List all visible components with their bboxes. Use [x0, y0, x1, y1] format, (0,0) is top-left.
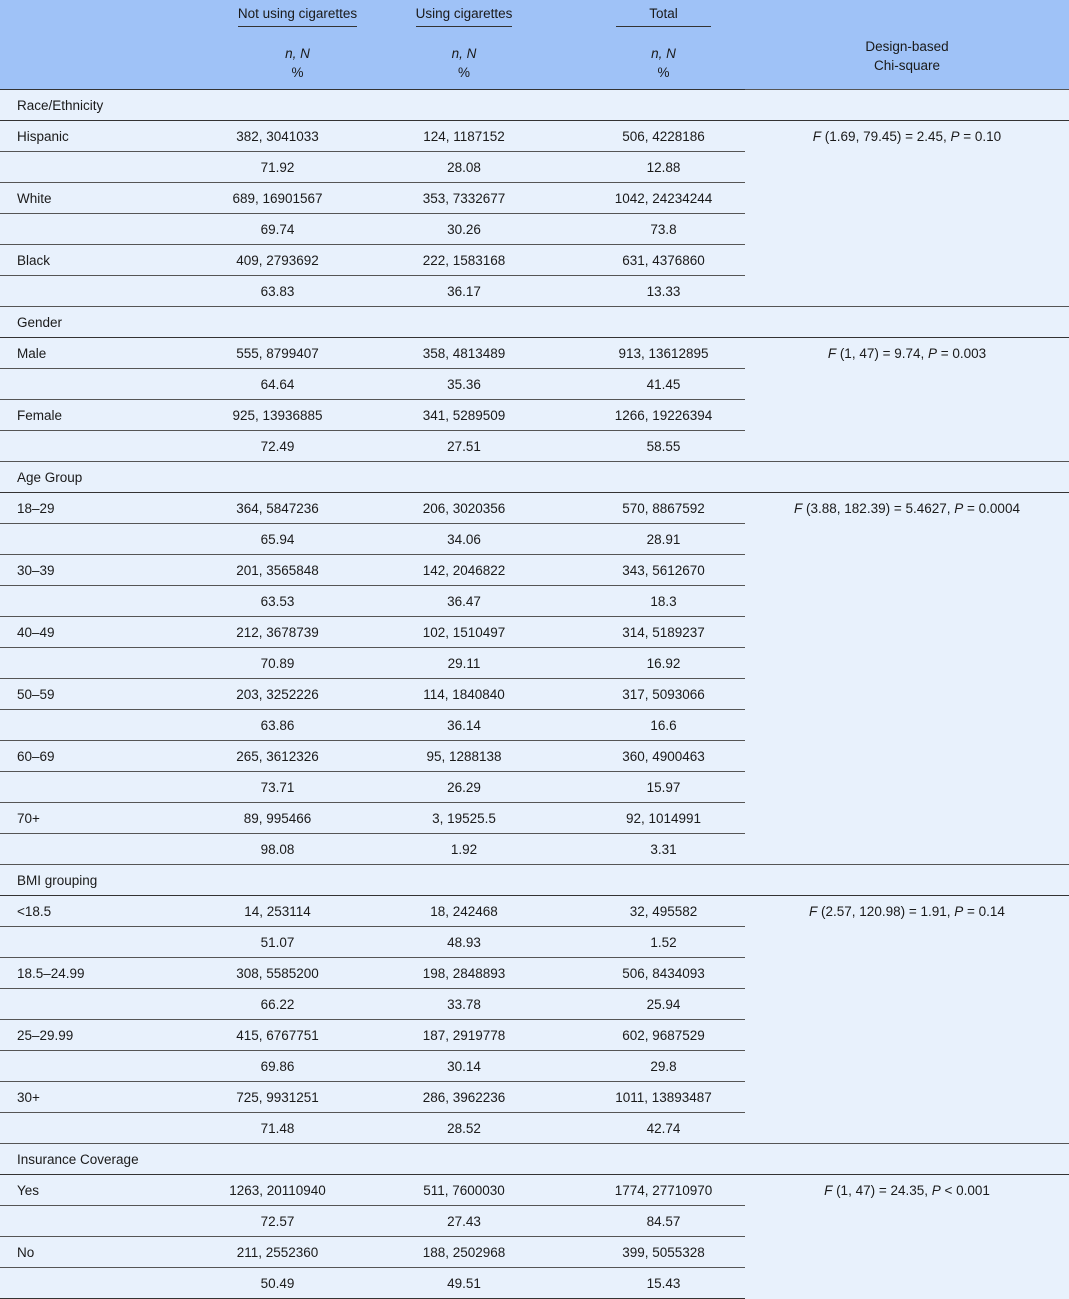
- total-count: 1774, 27710970: [614, 1182, 713, 1198]
- section-title: Insurance Coverage: [0, 1144, 1069, 1175]
- using-count: 142, 2046822: [370, 555, 552, 586]
- not-using-percent: 64.64: [145, 369, 370, 400]
- table-row: [0, 1175, 1069, 1206]
- using-percent: 36.14: [370, 710, 552, 741]
- total-percent: 1.52: [552, 927, 745, 958]
- total-count: 1266, 19226394: [552, 400, 745, 431]
- row-label-blank: [0, 648, 145, 679]
- stat-part: = 0.14: [963, 904, 1005, 919]
- not-using-percent: 70.89: [145, 648, 370, 679]
- stat-part: < 0.001: [940, 1183, 990, 1198]
- header-using: Using cigarettes: [370, 0, 552, 38]
- chi-square-stat: [745, 896, 1069, 1144]
- using-percent: 30.14: [370, 1051, 552, 1082]
- not-using-percent: 66.22: [145, 989, 370, 1020]
- not-using-percent: 71.92: [145, 152, 370, 183]
- row-label-blank: [0, 1268, 145, 1299]
- section-title: Age Group: [0, 462, 1069, 493]
- using-percent: 36.17: [370, 276, 552, 307]
- not-using-count: 212, 3678739: [145, 617, 370, 648]
- table-header: [0, 0, 1069, 90]
- total-count: 92, 1014991: [552, 803, 745, 834]
- using-percent: 35.36: [370, 369, 552, 400]
- chi-square-stat: [745, 121, 1069, 307]
- using-count: 341, 5289509: [370, 400, 552, 431]
- sub-using: n, N %: [370, 38, 552, 90]
- not-using-count: 308, 5585200: [145, 958, 370, 989]
- row-label-blank: [0, 276, 145, 307]
- stat-part: P: [954, 904, 964, 919]
- row-label: Female: [0, 400, 145, 431]
- not-using-percent: 72.57: [145, 1206, 370, 1237]
- section-title: BMI grouping: [0, 865, 1069, 896]
- not-using-percent: 63.53: [145, 586, 370, 617]
- not-using-count: 364, 5847236: [236, 500, 319, 516]
- total-count: 360, 4900463: [552, 741, 745, 772]
- using-count: 3, 19525.5: [370, 803, 552, 834]
- row-label: 50–59: [0, 679, 145, 710]
- using-count: 353, 7332677: [370, 183, 552, 214]
- total-percent: 29.8: [552, 1051, 745, 1082]
- row-label-blank: [0, 524, 145, 555]
- stat-part: = 0.10: [959, 129, 1002, 144]
- total-percent: 15.97: [552, 772, 745, 803]
- using-count: 102, 1510497: [370, 617, 552, 648]
- total-count: 399, 5055328: [552, 1237, 745, 1268]
- using-count: 511, 7600030: [423, 1182, 505, 1198]
- using-count: 18, 242468: [430, 903, 498, 919]
- row-label-blank: [0, 214, 145, 245]
- total-percent: 73.8: [552, 214, 745, 245]
- row-label: White: [0, 183, 145, 214]
- section-header-row: [0, 90, 1069, 121]
- chi-square-stat: [745, 1175, 1069, 1299]
- section-header-row: [0, 865, 1069, 896]
- not-using-count: 14, 253114: [244, 903, 311, 919]
- not-using-percent: 50.49: [145, 1268, 370, 1299]
- row-label: 25–29.99: [0, 1020, 145, 1051]
- row-label: 18–29: [17, 500, 55, 516]
- using-count: 222, 1583168: [370, 245, 552, 276]
- using-count: 286, 3962236: [370, 1082, 552, 1113]
- total-count: 506, 8434093: [552, 958, 745, 989]
- using-count: 187, 2919778: [370, 1020, 552, 1051]
- using-count: 114, 1840840: [370, 679, 552, 710]
- stat-part: F: [827, 346, 837, 361]
- not-using-count: 211, 2552360: [145, 1237, 370, 1268]
- stat-part: (1.69, 79.45) = 2.45,: [821, 129, 951, 144]
- stat-part: F: [824, 1183, 833, 1198]
- header-chi-square: Design-based Chi-square: [745, 0, 1069, 90]
- section-title: Race/Ethnicity: [0, 90, 1069, 121]
- row-label-blank: [0, 772, 145, 803]
- section-header-row: [0, 462, 1069, 493]
- not-using-count: 89, 995466: [145, 803, 370, 834]
- not-using-percent: 63.86: [145, 710, 370, 741]
- table-row: [0, 121, 1069, 152]
- table-row: [0, 338, 1069, 369]
- row-label-blank: [0, 1051, 145, 1082]
- not-using-count: 409, 2793692: [145, 245, 370, 276]
- section-header-row: [0, 1144, 1069, 1175]
- row-label: Black: [0, 245, 145, 276]
- using-count: 198, 2848893: [370, 958, 552, 989]
- not-using-count: 925, 13936885: [145, 400, 370, 431]
- stat-part: F: [794, 501, 803, 516]
- using-percent: 26.29: [370, 772, 552, 803]
- total-percent: 42.74: [552, 1113, 745, 1144]
- row-label: 30–39: [0, 555, 145, 586]
- using-count: 124, 1187152: [423, 128, 505, 144]
- not-using-percent: 69.74: [145, 214, 370, 245]
- not-using-percent: 69.86: [145, 1051, 370, 1082]
- not-using-percent: 98.08: [145, 834, 370, 865]
- total-count: 1011, 13893487: [552, 1082, 745, 1113]
- using-percent: 30.26: [370, 214, 552, 245]
- stat-part: = 0.0004: [963, 501, 1020, 516]
- row-label-blank: [0, 927, 145, 958]
- row-label: Hispanic: [17, 128, 69, 144]
- row-label-blank: [0, 1113, 145, 1144]
- using-percent: 49.51: [370, 1268, 552, 1299]
- row-label-blank: [0, 431, 145, 462]
- row-label-blank: [0, 989, 145, 1020]
- stat-part: (1, 47) = 24.35,: [832, 1183, 932, 1198]
- header-blank: [0, 0, 145, 38]
- row-label: Yes: [17, 1182, 40, 1198]
- table-row: [0, 896, 1069, 927]
- stat-part: P: [931, 1183, 941, 1198]
- not-using-count: 201, 3565848: [145, 555, 370, 586]
- not-using-percent: 51.07: [145, 927, 370, 958]
- using-count: 358, 4813489: [422, 345, 506, 361]
- total-percent: 12.88: [552, 152, 745, 183]
- using-percent: 33.78: [370, 989, 552, 1020]
- stat-part: (3.88, 182.39) = 5.4627,: [802, 501, 955, 516]
- total-count: 343, 5612670: [552, 555, 745, 586]
- stat-part: P: [928, 346, 938, 361]
- total-percent: 41.45: [552, 369, 745, 400]
- total-count: 913, 13612895: [618, 345, 709, 361]
- total-count: 314, 5189237: [552, 617, 745, 648]
- row-label-blank: [0, 586, 145, 617]
- table-row: [0, 493, 1069, 524]
- total-percent: 25.94: [552, 989, 745, 1020]
- not-using-percent: 63.83: [145, 276, 370, 307]
- using-percent: 34.06: [370, 524, 552, 555]
- chi-square-stat: [745, 493, 1069, 865]
- row-label-blank: [0, 1206, 145, 1237]
- sub-total: n, N %: [552, 38, 745, 90]
- row-label: 40–49: [0, 617, 145, 648]
- total-count: 32, 495582: [629, 903, 698, 919]
- section-header-row: [0, 307, 1069, 338]
- total-count: 631, 4376860: [552, 245, 745, 276]
- stat-part: = 0.003: [937, 346, 987, 361]
- table-body: [0, 90, 1069, 1299]
- row-label-blank: [0, 834, 145, 865]
- not-using-count: 203, 3252226: [145, 679, 370, 710]
- total-percent: 3.31: [552, 834, 745, 865]
- using-count: 188, 2502968: [370, 1237, 552, 1268]
- using-percent: 36.47: [370, 586, 552, 617]
- row-label-blank: [0, 369, 145, 400]
- not-using-count: 265, 3612326: [145, 741, 370, 772]
- header-blank-2: [0, 38, 145, 90]
- not-using-percent: 71.48: [145, 1113, 370, 1144]
- row-label: 18.5–24.99: [0, 958, 145, 989]
- total-count: 317, 5093066: [552, 679, 745, 710]
- using-count: 206, 3020356: [422, 500, 506, 516]
- chi-square-stat: [745, 338, 1069, 462]
- row-label: 70+: [0, 803, 145, 834]
- using-percent: 29.11: [370, 648, 552, 679]
- not-using-count: 725, 9931251: [145, 1082, 370, 1113]
- total-percent: 18.3: [552, 586, 745, 617]
- row-label-blank: [0, 710, 145, 741]
- total-percent: 84.57: [552, 1206, 745, 1237]
- total-count: 1042, 24234244: [552, 183, 745, 214]
- total-count: 570, 8867592: [622, 500, 705, 516]
- row-label: 60–69: [0, 741, 145, 772]
- stat-part: P: [950, 129, 960, 144]
- using-percent: 27.51: [370, 431, 552, 462]
- total-percent: 58.55: [552, 431, 745, 462]
- stat-part: P: [954, 501, 964, 516]
- total-percent: 16.92: [552, 648, 745, 679]
- using-percent: 28.08: [370, 152, 552, 183]
- row-label: 30+: [0, 1082, 145, 1113]
- header-total: Total: [552, 0, 745, 38]
- total-percent: 13.33: [552, 276, 745, 307]
- sub-not-using: n, N %: [145, 38, 370, 90]
- row-label: Male: [17, 345, 47, 361]
- not-using-percent: 72.49: [145, 431, 370, 462]
- total-percent: 28.91: [552, 524, 745, 555]
- total-count: 506, 4228186: [622, 128, 705, 144]
- row-label-blank: [0, 152, 145, 183]
- stat-part: (1, 47) = 9.74,: [836, 346, 928, 361]
- not-using-count: 555, 8799407: [236, 345, 319, 361]
- total-percent: 16.6: [552, 710, 745, 741]
- not-using-count: 689, 16901567: [145, 183, 370, 214]
- row-label: No: [0, 1237, 145, 1268]
- header-not-using: Not using cigarettes: [145, 0, 370, 38]
- not-using-percent: 65.94: [145, 524, 370, 555]
- stat-part: (2.57, 120.98) = 1.91,: [817, 904, 955, 919]
- not-using-percent: 73.71: [145, 772, 370, 803]
- using-percent: 1.92: [370, 834, 552, 865]
- not-using-count: 415, 6767751: [145, 1020, 370, 1051]
- row-label: <18.5: [17, 903, 52, 919]
- stat-part: F: [812, 129, 822, 144]
- stat-part: F: [809, 904, 818, 919]
- using-count: 95, 1288138: [370, 741, 552, 772]
- using-percent: 48.93: [370, 927, 552, 958]
- using-percent: 27.43: [370, 1206, 552, 1237]
- total-percent: 15.43: [552, 1268, 745, 1299]
- section-title: Gender: [0, 307, 1069, 338]
- total-count: 602, 9687529: [552, 1020, 745, 1051]
- using-percent: 28.52: [370, 1113, 552, 1144]
- not-using-count: 382, 3041033: [236, 128, 319, 144]
- not-using-count: 1263, 20110940: [229, 1182, 326, 1198]
